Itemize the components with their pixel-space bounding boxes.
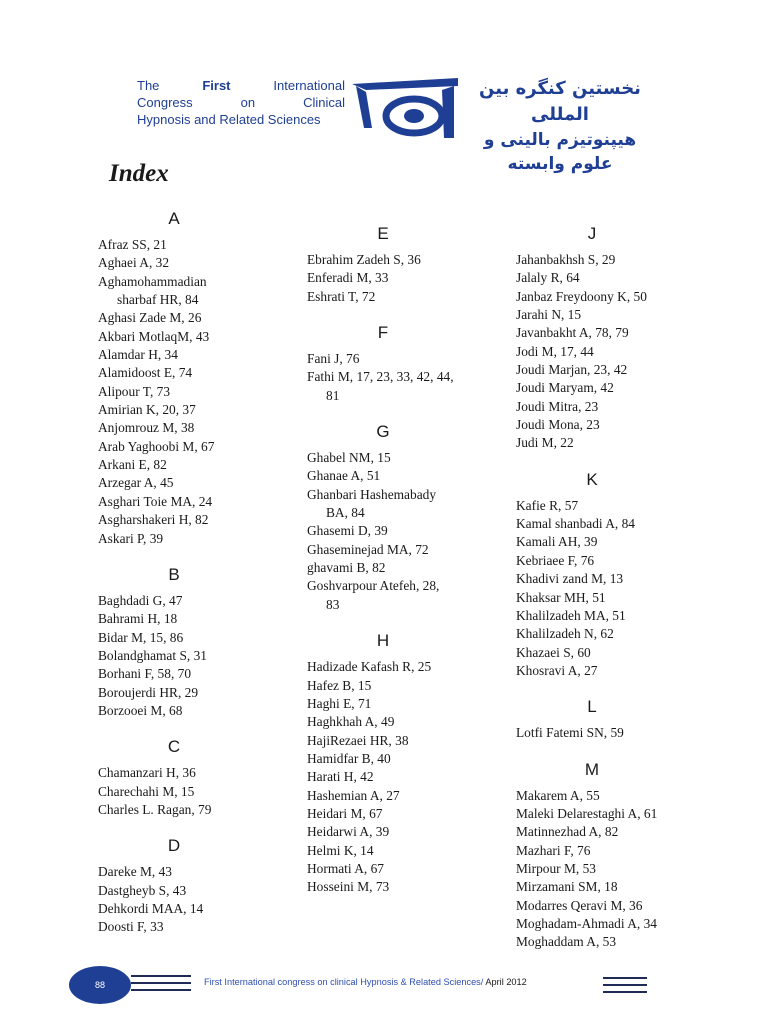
index-entry: Khalilzadeh MA, 51 bbox=[516, 607, 626, 623]
index-entry: Asghari Toie MA, 24 bbox=[98, 493, 213, 509]
index-entry: HajiRezaei HR, 38 bbox=[307, 732, 409, 748]
persian-line-1: نخستین کنگره بین المللی bbox=[479, 78, 641, 125]
index-entry: Enferadi M, 33 bbox=[307, 270, 389, 286]
index-entry: Maleki Delarestaghi A, 61 bbox=[516, 805, 658, 821]
index-entry: Joudi Mitra, 23 bbox=[516, 398, 599, 414]
footer-rule bbox=[603, 991, 647, 993]
index-entry: Alipour T, 73 bbox=[98, 383, 171, 399]
index-entry: Dareke M, 43 bbox=[98, 864, 172, 880]
section-letter: H bbox=[376, 631, 390, 651]
index-entry: Goshvarpour Atefeh, 28, bbox=[307, 578, 440, 594]
footer-rule bbox=[603, 977, 647, 979]
word: Congress bbox=[137, 95, 193, 110]
index-entry: Makarem A, 55 bbox=[516, 787, 600, 803]
index-entry: Javanbakht A, 78, 79 bbox=[516, 325, 629, 341]
index-entry: Joudi Mona, 23 bbox=[516, 417, 600, 433]
index-section-f bbox=[307, 322, 507, 405]
index-entry: Amirian K, 20, 37 bbox=[98, 402, 196, 418]
congress-name-persian bbox=[470, 76, 650, 176]
index-entry: Bahrami H, 18 bbox=[98, 611, 178, 627]
index-entry: Modarres Qeravi M, 36 bbox=[516, 897, 643, 913]
index-entry: Doosti F, 33 bbox=[98, 919, 164, 935]
index-entry: BA, 84 bbox=[326, 505, 365, 521]
congress-name-english bbox=[137, 77, 345, 128]
index-entry: Hashemian A, 27 bbox=[307, 787, 400, 803]
word: Clinical bbox=[303, 95, 345, 110]
page-number: 88 bbox=[94, 980, 105, 990]
page-title: Index bbox=[109, 160, 169, 187]
section-letter: A bbox=[168, 209, 180, 228]
footer-rule bbox=[131, 982, 191, 984]
page-number-badge bbox=[69, 966, 131, 1004]
index-entry: Hafez B, 15 bbox=[307, 677, 372, 693]
index-entry: Judi M, 22 bbox=[516, 435, 574, 451]
index-entry: 83 bbox=[326, 596, 340, 612]
index-entry: Janbaz Freydoony K, 50 bbox=[516, 288, 647, 304]
index-entry: Akbari MotlaqM, 43 bbox=[98, 328, 210, 344]
index-section-l bbox=[516, 696, 726, 742]
index-entry: Arkani E, 82 bbox=[98, 457, 167, 473]
index-entry: Mazhari F, 76 bbox=[516, 842, 591, 858]
footer-rule bbox=[131, 989, 191, 991]
index-section-k bbox=[516, 469, 726, 680]
index-section-m bbox=[516, 759, 726, 952]
index-section-h bbox=[307, 630, 507, 896]
congress-logo bbox=[350, 76, 462, 140]
index-entry: Eshrati T, 72 bbox=[307, 288, 376, 304]
index-entry: Kebriaee F, 76 bbox=[516, 552, 595, 568]
index-entry: Matinnezhad A, 82 bbox=[516, 824, 619, 840]
index-entry: Joudi Maryam, 42 bbox=[516, 380, 614, 396]
index-entry: Hadizade Kafash R, 25 bbox=[307, 659, 432, 675]
index-entry: Borzooei M, 68 bbox=[98, 702, 183, 718]
index-entry: Borhani F, 58, 70 bbox=[98, 666, 192, 682]
index-entry: Aghaei A, 32 bbox=[98, 255, 170, 271]
index-entry: Afraz SS, 21 bbox=[98, 237, 167, 252]
index-entry: Boroujerdi HR, 29 bbox=[98, 684, 199, 700]
index-entry: Jodi M, 17, 44 bbox=[516, 343, 594, 359]
index-entry: Hormati A, 67 bbox=[307, 860, 384, 876]
index-entry: Helmi K, 14 bbox=[307, 842, 374, 858]
index-entry: Dastgheyb S, 43 bbox=[98, 882, 187, 898]
index-entry: Kafie R, 57 bbox=[516, 497, 579, 513]
index-entry: Arzegar A, 45 bbox=[98, 475, 174, 491]
footer-date: April 2012 bbox=[483, 977, 527, 987]
word-first: First bbox=[202, 78, 231, 93]
index-entry: Khadivi zand M, 13 bbox=[516, 571, 624, 587]
section-letter: F bbox=[377, 323, 389, 343]
section-letter: K bbox=[586, 469, 598, 489]
congress-name-line-3: Hypnosis and Related Sciences bbox=[137, 112, 321, 127]
index-entry: Chamanzari H, 36 bbox=[98, 765, 196, 781]
index-section-j bbox=[516, 223, 726, 453]
section-letter: B bbox=[168, 564, 180, 584]
index-entry: Aghamohammadian bbox=[98, 273, 207, 289]
section-letter: M bbox=[584, 759, 600, 779]
index-entry: Askari P, 39 bbox=[98, 530, 164, 546]
congress-name-line-2 bbox=[137, 94, 345, 111]
index-entry: Joudi Marjan, 23, 42 bbox=[516, 362, 628, 378]
index-entry: Khalilzadeh N, 62 bbox=[516, 626, 614, 642]
word: The bbox=[137, 78, 160, 93]
index-entry: Alamdar H, 34 bbox=[98, 347, 178, 363]
section-letter: J bbox=[587, 224, 597, 243]
index-entry: Anjomrouz M, 38 bbox=[98, 420, 195, 436]
index-entry: Kamali AH, 39 bbox=[516, 534, 598, 550]
index-column-2 bbox=[307, 223, 507, 913]
index-entry: Charles L. Ragan, 79 bbox=[98, 801, 212, 817]
index-entry: Ebrahim Zadeh S, 36 bbox=[307, 252, 421, 267]
footer-rule bbox=[131, 975, 191, 977]
index-entry: Fani J, 76 bbox=[307, 351, 360, 367]
index-entry: Aghasi Zade M, 26 bbox=[98, 310, 202, 326]
index-entry: ghavami B, 82 bbox=[307, 560, 386, 576]
index-entry: Harati H, 42 bbox=[307, 769, 374, 785]
index-entry: Kamal shanbadi A, 84 bbox=[516, 516, 636, 532]
index-entry: Jahanbakhsh S, 29 bbox=[516, 252, 616, 267]
index-column-3 bbox=[516, 223, 726, 968]
section-letter: E bbox=[377, 224, 389, 243]
index-entry: Haghkhah A, 49 bbox=[307, 714, 395, 730]
index-entry: Mirpour M, 53 bbox=[516, 860, 596, 876]
index-entry: 81 bbox=[326, 387, 340, 403]
index-entry: Asgharshakeri H, 82 bbox=[98, 512, 209, 528]
index-entry: Heidari M, 67 bbox=[307, 805, 383, 821]
index-entry: Baghdadi G, 47 bbox=[98, 592, 183, 608]
index-entry: Khazaei S, 60 bbox=[516, 644, 591, 660]
index-entry: Khaksar MH, 51 bbox=[516, 589, 606, 605]
index-entry: Moghaddam A, 53 bbox=[516, 934, 617, 950]
index-entry: Moghadam-Ahmadi A, 34 bbox=[516, 915, 657, 931]
index-section-e bbox=[307, 223, 507, 306]
index-section-a bbox=[98, 208, 298, 548]
index-section-c bbox=[98, 736, 298, 819]
congress-name-line-1 bbox=[137, 77, 345, 94]
index-entry: Haghi E, 71 bbox=[307, 695, 372, 711]
index-entry: Arab Yaghoobi M, 67 bbox=[98, 438, 215, 454]
index-entry: Ghabel NM, 15 bbox=[307, 450, 391, 466]
section-letter: C bbox=[167, 737, 181, 757]
index-entry: Khosravi A, 27 bbox=[516, 662, 598, 678]
index-entry: Lotfi Fatemi SN, 59 bbox=[516, 725, 624, 741]
index-entry: sharbaf HR, 84 bbox=[117, 292, 199, 308]
index-entry: Mirzamani SM, 18 bbox=[516, 879, 618, 895]
index-entry: Ghasemi D, 39 bbox=[307, 523, 388, 539]
index-entry: Charechahi M, 15 bbox=[98, 783, 195, 799]
index-entry: Jalaly R, 64 bbox=[516, 270, 580, 286]
word: on bbox=[240, 95, 256, 110]
index-entry: Jarahi N, 15 bbox=[516, 307, 582, 323]
section-letter: G bbox=[376, 422, 390, 442]
index-entry: Dehkordi MAA, 14 bbox=[98, 900, 204, 916]
index-entry: Bolandghamat S, 31 bbox=[98, 647, 207, 663]
footer-rule bbox=[603, 984, 647, 986]
footer-congress-name: First International congress on clinical Hypnosis & Related Sciences/ bbox=[204, 977, 484, 987]
section-letter: D bbox=[167, 836, 181, 856]
index-section-d bbox=[98, 835, 298, 936]
index-entry: Ghanae A, 51 bbox=[307, 468, 381, 484]
index-section-b bbox=[98, 564, 298, 720]
index-entry: Fathi M, 17, 23, 33, 42, 44, bbox=[307, 369, 454, 385]
index-column-1 bbox=[98, 208, 298, 953]
word: International bbox=[273, 78, 345, 93]
persian-line-2: هیپنوتیزم بالینی و علوم وابسته bbox=[483, 130, 637, 174]
index-entry: Heidarwi A, 39 bbox=[307, 824, 390, 840]
index-entry: Hamidfar B, 40 bbox=[307, 750, 391, 766]
index-section-g bbox=[307, 421, 507, 614]
index-entry: Ghanbari Hashemabady bbox=[307, 486, 437, 502]
index-entry: Bidar M, 15, 86 bbox=[98, 629, 184, 645]
index-entry: Alamidoost E, 74 bbox=[98, 365, 193, 381]
index-entry: Hosseini M, 73 bbox=[307, 879, 390, 895]
footer-text bbox=[204, 977, 527, 987]
index-entry: Ghaseminejad MA, 72 bbox=[307, 541, 429, 557]
section-letter: L bbox=[587, 697, 597, 717]
